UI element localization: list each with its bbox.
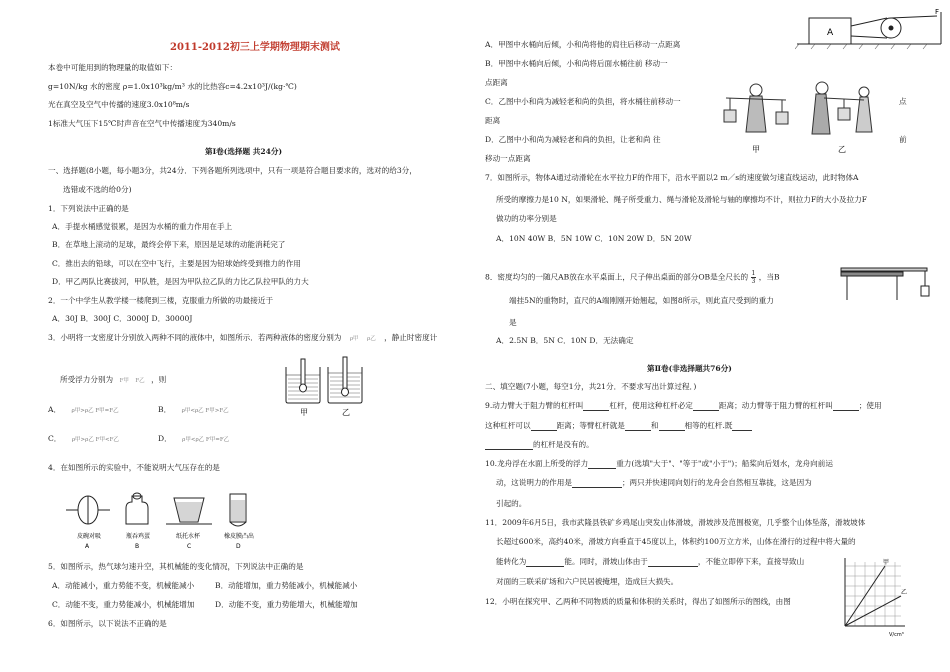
part1-instructions: 一、选择题(8小题，每小题3分，共24分．下列各题所列选项中，只有一项是符合题目要求的，选对的给3分， (48, 166, 417, 175)
q3-f-b: F乙 (135, 378, 145, 384)
q10-line-2-text-b: ；两只并快速同向划行的龙舟会自然相互靠拢，这是因为 (621, 478, 812, 487)
q6-option-b: B．甲图中水桶向后倾，小和尚将后面水桶往前 移动一 (485, 59, 668, 68)
q7-options: A．10N 40W B．5N 10W C．10N 20W D．5N 20W (496, 234, 692, 243)
intro-line-1: 本卷中可能用到的物理量的取值如下： (48, 63, 178, 72)
q9-line-1-text-a: 9.动力臂大于阻力臂的杠杆叫 (485, 401, 584, 410)
q12-line-1: 12．小明在探究甲、乙两种不同物质的质量和体积的关系时，得出了如图所示的图线，由图 (485, 597, 791, 606)
q1-option-a: A．手提水桶感觉很累，是因为水桶的重力作用在手上 (52, 222, 233, 231)
q6-option-c-tail: 点 (899, 97, 907, 106)
q4-label-a: A (85, 543, 90, 550)
q8-stem-1-text: 8．密度均匀的一随尺AB放在水平桌面上，尺子伸出桌面的部分OB是全尺长的 (485, 272, 749, 282)
q9-blank-6[interactable] (659, 421, 685, 431)
q10-blank-1[interactable] (588, 459, 616, 469)
q5-stem: 5．如图所示，热气球匀速升空，其机械能的变化情况，下列说法中正确的是 (48, 562, 304, 571)
q11-blank-1[interactable] (526, 557, 564, 567)
q10-blank-2[interactable] (572, 478, 622, 488)
q12-line-label-a: 甲 (883, 559, 890, 566)
q4-label-c: C (187, 543, 192, 550)
q6-option-c-cont: 距离 (485, 116, 501, 125)
q11-line-2: 长超过600米，高约40米，滑坡方向垂直于45度以上，体积约100万立方米，山体在滑行的过程中将大量的 (496, 537, 856, 546)
q9-blank-1[interactable] (583, 401, 609, 411)
q9-line-1-text-d: ；使用 (858, 401, 882, 410)
q11-line-4: 对面的三联采矿场和六户民居被掩埋，造成巨大损失。 (496, 577, 679, 586)
q3-option-a (48, 405, 119, 416)
part1-header: 第Ⅰ卷(选择题 共24分) (205, 147, 283, 156)
q6-option-d-cont: 移动一点距离 (485, 154, 531, 163)
q2-options: A．30J B．300J C．3000J D．30000J (52, 314, 193, 323)
q9-blank-5[interactable] (625, 421, 651, 431)
q3-option-d (158, 434, 229, 445)
q4-label-d: D (236, 543, 241, 550)
q4-caption-b: 瓶吞鸡蛋 (126, 533, 151, 540)
q11-line-3-text-a: 能转化为 (496, 557, 527, 566)
q8-stem-2: 端挂5N的重物时，直尺的A端刚刚开始翘起，如图8所示，则此直尺受到的重力 (509, 296, 774, 305)
q9-blank-4[interactable] (531, 421, 557, 431)
q7-force-label: F (935, 8, 940, 16)
q9-line-2-text-b: 距离；等臂杠杆就是 (556, 421, 625, 430)
q7-stem-1: 7．如图所示，物体A通过动滑轮在水平拉力F的作用下，沿水平面以2 m／s的速度做匀速直线运动，此时物体A (485, 173, 859, 182)
q3-fig-label-a: 甲 (300, 408, 308, 417)
intro-line-4: 1标准大气压下15℃时声音在空气中传播速度为340m/s (48, 119, 236, 128)
q3-option-a-letter: A． (48, 405, 62, 414)
q4-stem: 4．在如图所示的实验中，不能说明大气压存在的是 (48, 463, 220, 472)
q1-option-b: B．在草地上滚动的足球，最终会停下来，原因是足球的动能消耗完了 (52, 240, 286, 249)
q4-label-b: B (135, 543, 140, 550)
q8-fraction-numerator: 1 (751, 270, 756, 277)
q3-rho-b: ρ乙 (366, 336, 376, 342)
q9-line-1-text-c: 距离；动力臂等于阻力臂的杠杆叫 (718, 401, 833, 410)
q6-option-d-tail: 前 (899, 135, 907, 144)
q6-stem: 6．如图所示，以下说法不正确的是 (48, 619, 167, 628)
q8-stem-1-tail: ，当B (758, 272, 780, 282)
q3-option-b-letter: B． (158, 405, 172, 414)
q1-option-c: C．推出去的铅球，可以在空中飞行，主要是因为铅球始终受到推力的作用 (52, 259, 301, 268)
q8-stem-3: 是 (509, 318, 517, 327)
q5-option-a: A．动能减小，重力势能不变，机械能减小 (52, 581, 195, 590)
q11-line-3 (496, 557, 804, 567)
q3-option-d-letter: D． (158, 434, 172, 443)
q9-blank-3[interactable] (833, 401, 859, 411)
q10-line-1-text-b: 重力(选填"大于"、"等于"或"小于")；船桨向后划水，龙舟向前运 (616, 459, 833, 468)
q3-option-a-formula: ρ甲>ρ乙 F甲=F乙 (71, 408, 119, 414)
q6-option-d: D．乙图中小和尚为减轻老和尚的负担，让老和尚 往 (485, 135, 661, 144)
q9-blank-8[interactable] (485, 440, 533, 450)
q4-caption-a: 皮碗对吸 (77, 533, 102, 540)
q3-hydrometer-figure (280, 355, 370, 417)
q3-stem2-tail: ，则 (151, 375, 167, 384)
q10-line-2 (496, 478, 812, 488)
right-column (475, 0, 950, 672)
q7-block-label: A (827, 28, 834, 38)
q11-line-1: 11．2009年6月5日，我市武隆县铁矿乡鸡尾山突发山体滑坡，滑坡涉及范围极宽，几乎整个山体坠落，滑坡坡体 (485, 518, 866, 527)
q8-stem-1 (485, 270, 780, 285)
q9-line-2-text-a: 这种杠杆可以 (485, 421, 531, 430)
q12-x-unit: V/cm³ (889, 632, 904, 638)
q6-fig-label-b: 乙 (838, 145, 846, 154)
q8-fraction (751, 270, 757, 285)
q4-pressure-figure (58, 490, 278, 552)
q4-caption-c: 纸托水杯 (176, 533, 201, 540)
q3-stem-2 (60, 375, 166, 386)
q3-f-a: F甲 (119, 378, 129, 384)
q5-option-d: D．动能不变，重力势能增大，机械能增加 (215, 600, 358, 609)
q5-option-c: C．动能不变，重力势能减小，机械能增加 (52, 600, 195, 609)
q11-blank-2[interactable] (648, 557, 698, 567)
q8-options: A．2.5N B．5N C．10N D．无法确定 (496, 336, 634, 345)
q1-option-d: D．甲乙两队比赛拔河，甲队胜，是因为甲队拉乙队的力比乙队拉甲队的力大 (52, 277, 309, 286)
q9-line-2-text-c: 和 (650, 421, 659, 430)
q10-line-1 (485, 459, 833, 469)
q9-line-1-text-b: 杠杆，使用这种杠杆必定 (609, 401, 693, 410)
q6-option-a: A．甲图中水桶向后倾，小和尚将他的肩往后移动一点距离 (485, 40, 681, 49)
q4-caption-d: 橡皮膜凸出 (224, 533, 255, 540)
q6-monks-figure (720, 74, 892, 156)
q3-rho-a: ρ甲 (349, 336, 359, 342)
q9-blank-7[interactable] (732, 421, 752, 431)
q2-stem: 2．一个中学生从教学楼一楼爬到三楼，克服重力所做的功最接近于 (48, 296, 274, 305)
q3-stem-text: 3．小明将一支密度计分别放入两种不同的液体中，如图所示．若两种液体的密度分别为 (48, 333, 342, 342)
q3-stem2-text: 所受浮力分别为 (60, 375, 114, 384)
q8-fraction-denominator: 3 (751, 278, 756, 285)
intro-line-3: 光在真空及空气中传播的速度3.0x10⁸m/s (48, 100, 190, 109)
q3-option-b (158, 405, 229, 416)
q9-blank-2[interactable] (693, 401, 719, 411)
q3-stem-tail: ，静止时密度计 (384, 333, 438, 342)
q9-line-2 (485, 421, 752, 431)
q6-fig-label-a: 甲 (752, 145, 760, 154)
intro-line-2: g=10N/kg 水的密度 ρ=1.0x10³kg/m³ 水的比热容c=4.2x10³J/(kg·℃) (48, 82, 297, 91)
q6-option-b-cont: 点距离 (485, 78, 508, 87)
part1-instructions-2: 选错或不选的给0分) (63, 185, 132, 194)
q7-stem-2: 所受的摩擦力是10 N，如果滑轮、绳子所受重力、绳与滑轮及滑轮与轴的摩擦均不计，则拉力F的大小及拉力F (496, 195, 867, 204)
q11-line-3-text-b: 能。同时，滑坡山体由于 (564, 557, 648, 566)
q10-line-2-text-a: 动，这说明力的作用是 (496, 478, 572, 487)
q3-fig-label-b: 乙 (342, 408, 350, 417)
q3-stem (48, 333, 437, 344)
part2-instructions: 二、填空题(7小题，每空1分，共21分．不要求写出计算过程．) (485, 382, 697, 391)
q8-ruler-figure (837, 256, 935, 306)
q12-line-label-b: 乙 (901, 589, 908, 596)
q5-option-b: B．动能增加，重力势能减小，机械能减小 (215, 581, 358, 590)
q11-line-3-text-c: ，不能立即停下来，直接导致山 (697, 557, 805, 566)
q7-stem-3: 做功的功率分别是 (496, 214, 557, 223)
q1-stem: 1．下列说法中正确的是 (48, 204, 129, 213)
q9-line-1 (485, 401, 882, 411)
q3-option-c-formula: ρ甲>ρ乙 F甲<F乙 (71, 437, 119, 443)
q9-line-2-text-d: 相等的杠杆.既 (684, 421, 733, 430)
q6-option-c: C．乙图中小和尚为减轻老和尚的负担，将水桶往前移动一 (485, 97, 681, 106)
q3-option-b-formula: ρ甲<ρ乙 F甲>F乙 (181, 408, 229, 414)
q7-pulley-figure (795, 8, 945, 50)
q9-line-3-text: 的杠杆是没有的。 (533, 440, 594, 449)
part2-header: 第Ⅱ卷(非选择题共76分) (647, 364, 732, 373)
q3-option-d-formula: ρ甲<ρ乙 F甲=F乙 (182, 437, 230, 443)
exam-title: 2011-2012初三上学期物理期末测试 (170, 42, 340, 53)
q9-line-3 (485, 440, 594, 450)
q3-option-c (48, 434, 119, 445)
q10-line-3: 引起的。 (496, 499, 527, 508)
q10-line-1-text-a: 10.龙舟浮在水面上所受的浮力 (485, 459, 589, 468)
q3-option-c-letter: C． (48, 434, 62, 443)
q12-mass-volume-graph (831, 552, 917, 638)
